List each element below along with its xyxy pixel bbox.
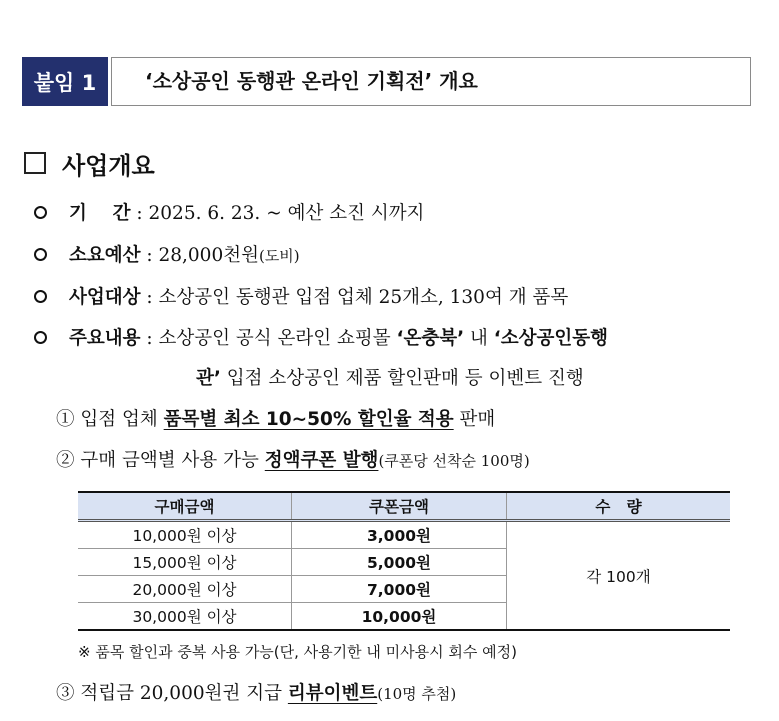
item-content-continued (196, 362, 584, 396)
circle-bullet-icon (34, 290, 47, 303)
purchase-cell: 20,000원 이상 (78, 576, 292, 603)
item-note: (도비) (258, 247, 300, 265)
mall-name: ‘온충북’ (396, 328, 465, 349)
item-value: 28,000천원 (158, 245, 259, 266)
item-label: 주요내용 (69, 328, 141, 349)
item-value: 2025. 6. 23. ~ 예산 소진 시까지 (148, 203, 425, 224)
item-value-mid: 내 (464, 328, 494, 349)
document-title: ‘소상공인 동행관 온라인 기획전’ 개요 (145, 69, 478, 93)
table-row (78, 521, 730, 549)
footnote: ※ 품목 할인과 중복 사용 가능(단, 사용기한 내 미사용시 회수 예정) (78, 643, 517, 661)
sub-item-review (56, 677, 456, 711)
coupon-cell: 5,000원 (292, 549, 507, 576)
item-label: 기 간 (69, 203, 131, 224)
section-title: 사업개요 (62, 152, 155, 180)
sub-item-suffix: 판매 (453, 409, 496, 430)
separator: : (140, 245, 159, 266)
sub-item-text: 입점 업체 (74, 409, 164, 430)
circle-bullet-icon (34, 206, 47, 219)
number-marker: ③ (56, 683, 75, 704)
item-value: 입점 소상공인 제품 할인판매 등 이벤트 진행 (220, 368, 584, 389)
purchase-cell: 10,000원 이상 (78, 521, 292, 549)
coupon-cell: 10,000원 (292, 603, 507, 631)
item-label: 소요예산 (69, 245, 141, 266)
sub-item-text: 구매 금액별 사용 가능 (74, 450, 265, 471)
item-period (34, 197, 424, 231)
sub-item-suffix: (10명 추첨) (377, 685, 457, 703)
separator: : (140, 328, 159, 349)
sub-item-highlight: 품목별 최소 10~50% 할인율 적용 (163, 409, 454, 430)
number-marker: ① (56, 409, 75, 430)
circle-bullet-icon (34, 331, 47, 344)
separator: : (130, 203, 149, 224)
coupon-cell: 3,000원 (292, 521, 507, 549)
number-marker: ② (56, 450, 75, 471)
purchase-cell: 15,000원 이상 (78, 549, 292, 576)
item-value: 소상공인 공식 온라인 쇼핑몰 (158, 328, 397, 349)
sub-item-highlight: 리뷰이벤트 (287, 683, 378, 704)
item-content (34, 322, 608, 356)
header-purchase: 구매금액 (78, 492, 292, 521)
coupon-table (78, 491, 730, 631)
item-label: 사업대상 (69, 287, 141, 308)
circle-bullet-icon (34, 248, 47, 261)
sub-item-coupon (56, 444, 530, 478)
quantity-cell: 각 100개 (507, 521, 731, 631)
separator: : (140, 287, 159, 308)
attachment-badge: 붙임 1 (22, 57, 108, 106)
header-coupon: 쿠폰금액 (292, 492, 507, 521)
item-budget (34, 239, 300, 273)
coupon-cell: 7,000원 (292, 576, 507, 603)
item-value: 소상공인 동행관 입점 업체 25개소, 130여 개 품목 (158, 287, 569, 308)
sub-item-suffix: (쿠폰당 선착순 100명) (378, 452, 530, 470)
table-header-row (78, 492, 730, 521)
section-square-icon (24, 152, 46, 174)
sub-item-text: 적립금 20,000원권 지급 (74, 683, 288, 704)
header-quantity: 수 량 (507, 492, 731, 521)
hall-name: ‘소상공인동행 (493, 328, 609, 349)
item-target (34, 281, 568, 315)
purchase-cell: 30,000원 이상 (78, 603, 292, 631)
sub-item-discount (56, 403, 495, 437)
sub-item-highlight: 정액쿠폰 발행 (264, 450, 379, 471)
hall-name-end: 관’ (196, 368, 221, 389)
